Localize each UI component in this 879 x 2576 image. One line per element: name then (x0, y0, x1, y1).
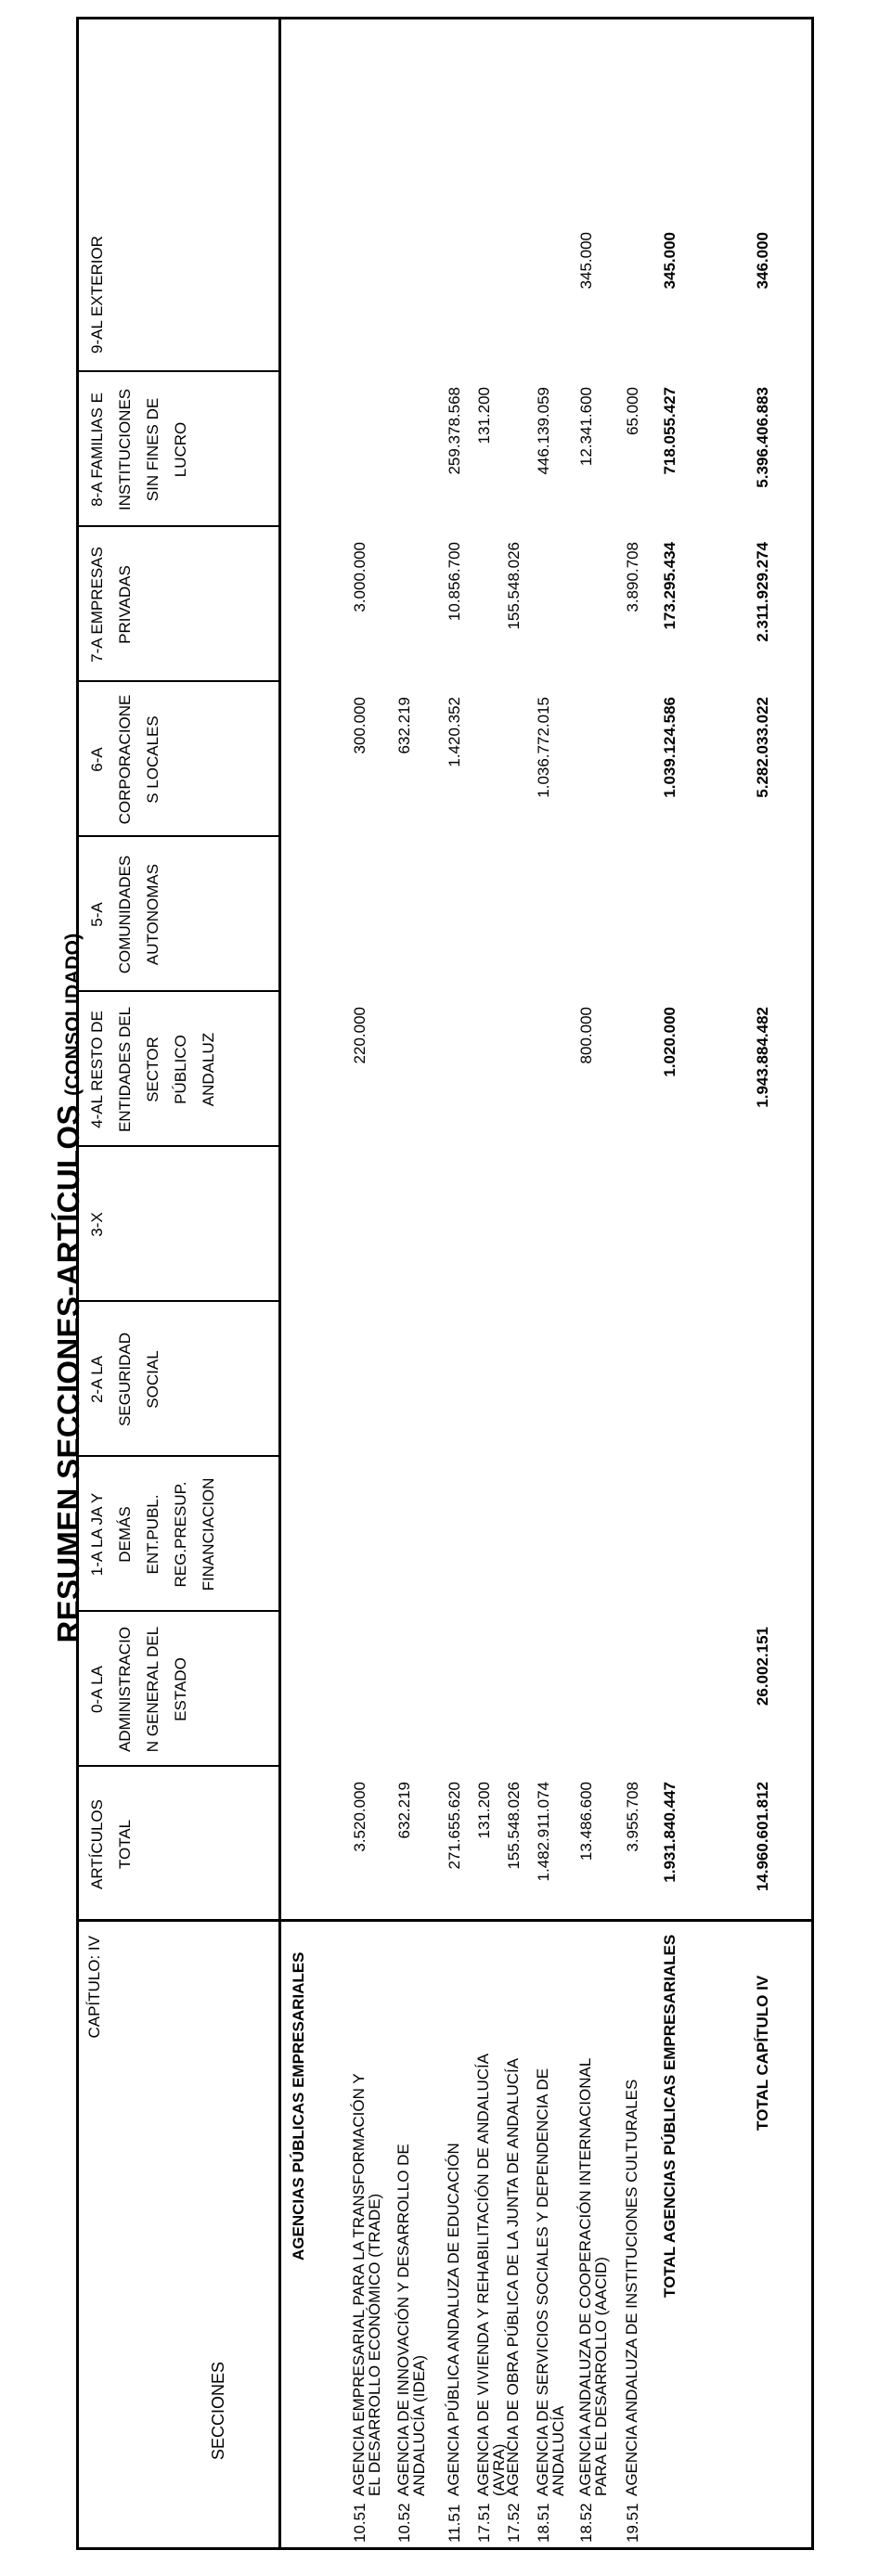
subtitle: (CONSOLIDADO) (62, 933, 84, 1096)
column-header-line: ENTIDADES DEL (116, 1006, 134, 1133)
row-name (446, 1921, 461, 2496)
row-name-line: AGENCIA DE INNOVACIÓN Y DESARROLLO DE (394, 2144, 412, 2496)
column-header (84, 682, 274, 837)
row-name-line: PARA EL DESARROLLO (AACID) (592, 2257, 610, 2496)
row-code: 18.52 (577, 2503, 595, 2543)
row-name-line: AGENCIA ANDALUZA DE INSTITUCIONES CULTURALES (623, 2079, 640, 2496)
total-capitulo-value-c7: 2.311.929.274 (754, 542, 771, 642)
column-header-line: 2-A LA (88, 1355, 106, 1404)
column-header-line: SOCIAL (144, 1350, 162, 1409)
row-value-c7: 3.890.708 (624, 542, 641, 612)
row-value-c6: 1.036.772.015 (535, 697, 552, 798)
column-header-line: 6-A (88, 747, 106, 772)
column-header-line: FINANCIACION (200, 1477, 217, 1591)
total-agencias-value-c8: 718.055.427 (661, 387, 679, 475)
column-header-line: ANDALUZ (200, 1032, 217, 1107)
row-value-c4: 800.000 (577, 1007, 595, 1064)
row-value-c8: 446.139.059 (535, 387, 552, 475)
row-value-total: 131.200 (475, 1782, 493, 1839)
row-value-total: 3.955.708 (624, 1782, 641, 1852)
row-value-total: 3.520.000 (351, 1782, 368, 1852)
column-header-line: PÚBLICO (172, 1035, 189, 1104)
row-value-c7: 155.548.026 (505, 542, 523, 630)
column-header-line: TOTAL (116, 1819, 134, 1870)
total-agencias-value-c4: 1.020.000 (661, 1007, 679, 1077)
column-divider (76, 1610, 278, 1612)
total-agencias-value-c9: 345.000 (661, 232, 679, 290)
column-header-line: DEMÁS (116, 1506, 134, 1563)
total-capitulo-value-c4: 1.943.884.482 (754, 1007, 771, 1108)
row-value-c7: 3.000.000 (351, 542, 368, 612)
column-header (84, 372, 274, 527)
column-divider-main (76, 1919, 814, 1922)
column-header (84, 1457, 274, 1612)
header-rule (278, 17, 281, 2550)
row-value-c7: 10.856.700 (446, 542, 463, 622)
column-header-line: AUTONOMAS (144, 863, 162, 966)
total-agencias-label: TOTAL AGENCIAS PÚBLICAS EMPRESARIALES (661, 1934, 679, 2298)
column-header (84, 217, 274, 372)
column-header-line: REG.PRESUP. (172, 1481, 189, 1588)
column-header-line: 0-A LA (88, 1665, 106, 1714)
column-header (84, 837, 274, 992)
row-code: 17.52 (505, 2503, 523, 2543)
row-value-c6: 1.420.352 (446, 697, 463, 767)
row-value-total: 13.486.600 (577, 1782, 595, 1861)
total-capitulo-value-c6: 5.282.033.022 (754, 697, 771, 798)
column-header-line: ADMINISTRACIO (116, 1626, 134, 1753)
row-name (395, 1921, 427, 2496)
row-name (351, 1921, 382, 2496)
total-agencias-value-total: 1.931.840.447 (661, 1782, 679, 1883)
column-header-line: N GENERAL DEL (144, 1626, 162, 1753)
row-name-line: AGENCIA EMPRESARIAL PARA LA TRANSFORMACIÓN Y (350, 2073, 368, 2496)
secciones-header: SECCIONES (209, 2361, 227, 2461)
row-name-line: (AVRA) (490, 2443, 508, 2496)
column-header-line: ARTÍCULOS (88, 1799, 106, 1889)
total-capitulo-value-total: 14.960.601.812 (754, 1782, 771, 1892)
column-header-line: SEGURIDAD (116, 1332, 134, 1427)
column-header-line: ENT.PUBL. (144, 1494, 162, 1575)
row-code: 11.51 (446, 2504, 463, 2543)
row-value-c8: 259.378.568 (446, 387, 463, 475)
group-title: AGENCIAS PÚBLICAS EMPRESARIALES (290, 1951, 307, 2260)
row-code: 10.52 (395, 2503, 413, 2543)
column-divider (76, 680, 278, 682)
row-value-total: 155.548.026 (505, 1782, 523, 1870)
column-header (84, 1767, 274, 1922)
column-header (84, 1302, 274, 1457)
row-value-total: 271.655.620 (446, 1782, 463, 1870)
column-header-line: SIN FINES DE (144, 397, 162, 502)
row-name (624, 1921, 640, 2496)
column-header-line: 3-X (88, 1212, 106, 1237)
row-value-total: 632.219 (395, 1782, 413, 1839)
column-header-line: SECTOR (144, 1037, 162, 1102)
row-code: 17.51 (475, 2503, 493, 2543)
row-name-line: ANDALUCÍA (549, 2405, 567, 2496)
total-capitulo-label: TOTAL CAPÍTULO IV (754, 1975, 771, 2131)
column-header-line: COMUNIDADES (116, 855, 134, 974)
column-divider (76, 1300, 278, 1302)
row-value-c8: 65.000 (624, 387, 641, 435)
column-header (84, 1147, 274, 1302)
column-divider (76, 525, 278, 527)
column-divider (76, 1765, 278, 1767)
row-code: 19.51 (624, 2503, 641, 2543)
row-name-line: AGENCIA PÚBLICA ANDALUZA DE EDUCACIÓN (445, 2143, 462, 2496)
column-header-line: CORPORACIONE (116, 694, 134, 825)
row-code: 18.51 (535, 2503, 552, 2543)
total-capitulo-value-c8: 5.396.406.883 (754, 387, 771, 488)
row-name-line: AGENCIA DE VIVIENDA Y REHABILITACIÓN DE ANDALUCÍA (474, 2053, 492, 2496)
column-divider (76, 1455, 278, 1457)
row-name (535, 1921, 566, 2496)
column-header-line: 9-AL EXTERIOR (88, 236, 106, 354)
column-divider (76, 990, 278, 992)
row-code: 10.51 (351, 2503, 368, 2543)
row-name (577, 1921, 609, 2496)
column-divider (76, 1145, 278, 1147)
row-name (505, 1921, 521, 2496)
row-name-line: AGENCIA ANDALUZA DE COOPERACIÓN INTERNACIONAL (576, 2057, 594, 2496)
column-header-line: S LOCALES (144, 715, 162, 804)
column-header-line: ESTADO (172, 1657, 189, 1721)
column-divider (76, 835, 278, 837)
total-agencias-value-c6: 1.039.124.586 (661, 697, 679, 798)
column-header-line: PRIVADAS (116, 565, 134, 644)
row-value-c6: 632.219 (395, 697, 413, 754)
column-header-line: 7-A EMPRESAS (88, 547, 106, 663)
row-name-line: AGENCIA DE SERVICIOS SOCIALES Y DEPENDENCIA DE (534, 2067, 551, 2496)
row-value-c8: 12.341.600 (577, 387, 595, 467)
title-text: RESUMEN SECCIONES-ARTÍCULOS (51, 1104, 85, 1643)
row-value-total: 1.482.911.074 (535, 1782, 552, 1882)
row-name-line: ANDALUCÍA (IDEA) (410, 2354, 428, 2496)
column-header-line: 5-A (88, 902, 106, 927)
row-name-line: EL DESARROLLO ECONÓMICO (TRADE) (366, 2193, 383, 2496)
column-header-line: 8-A FAMILIAS E (88, 393, 106, 507)
column-header-line: INSTITUCIONES (116, 388, 134, 511)
row-name (475, 1921, 507, 2496)
total-agencias-value-c7: 173.295.434 (661, 542, 679, 630)
column-divider (76, 370, 278, 372)
row-value-c4: 220.000 (351, 1007, 368, 1064)
column-header (84, 992, 274, 1147)
capitulo-header: CAPÍTULO: IV (85, 1936, 103, 2039)
column-header (84, 527, 274, 682)
row-name-line: AGENCIA DE OBRA PÚBLICA DE LA JUNTA DE ANDALUCÍA (504, 2057, 522, 2496)
row-value-c8: 131.200 (475, 387, 493, 444)
column-header-line: 1-A LA JA Y (88, 1492, 106, 1577)
column-header-line: 4-AL RESTO DE (88, 1011, 106, 1128)
column-header-line: LUCRO (172, 421, 189, 478)
column-header (84, 1612, 274, 1767)
total-capitulo-value-c9: 346.000 (754, 232, 771, 290)
total-capitulo-value-c0: 26.002.151 (754, 1627, 771, 1707)
row-value-c6: 300.000 (351, 697, 368, 754)
row-value-c9: 345.000 (577, 232, 595, 290)
